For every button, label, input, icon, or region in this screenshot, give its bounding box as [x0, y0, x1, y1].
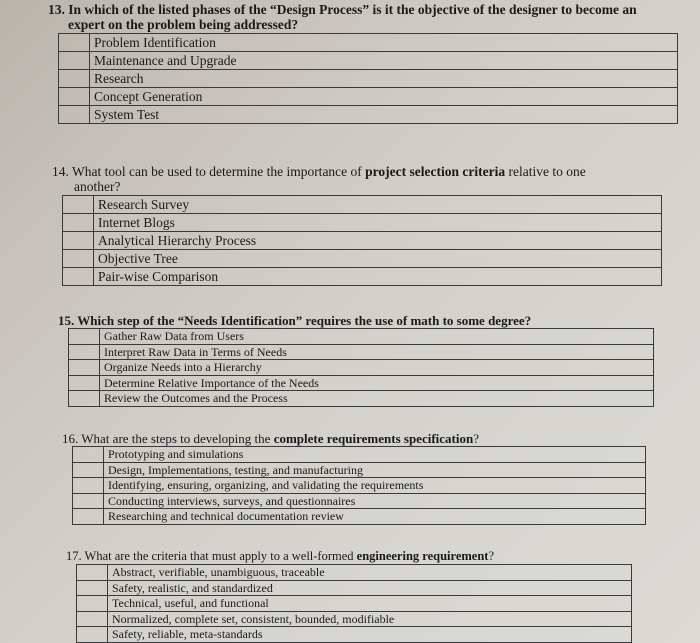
option-label: Design, Implementations, testing, and manufacturing — [104, 462, 646, 478]
question-line: ? — [473, 431, 480, 446]
option-row[interactable] — [77, 580, 632, 596]
question-13 — [48, 2, 700, 124]
option-label: System Test — [90, 106, 678, 124]
option-label: Prototyping and simulations — [104, 447, 646, 463]
option-row[interactable] — [69, 344, 654, 360]
question-line: Which step of the “Needs Identification” requires the use of math to some degree? — [77, 313, 532, 328]
option-label: Determine Relative Importance of the Needs — [100, 375, 654, 391]
question-number: 13. — [48, 2, 65, 17]
question-14-text — [52, 164, 672, 194]
option-row[interactable] — [73, 462, 646, 478]
options-table — [68, 328, 654, 407]
option-row[interactable] — [77, 596, 632, 612]
options-table — [58, 33, 678, 124]
question-14 — [52, 164, 672, 286]
option-row[interactable] — [69, 360, 654, 376]
question-line: What are the criteria that must apply to a well-formed — [84, 549, 357, 563]
option-label: Interpret Raw Data in Terms of Needs — [100, 344, 654, 360]
question-number: 15. — [58, 313, 75, 328]
option-row[interactable] — [59, 106, 678, 124]
question-16-text — [62, 431, 662, 446]
question-emphasis: complete requirements specification — [273, 431, 474, 446]
option-label: Concept Generation — [90, 88, 678, 106]
option-row[interactable] — [77, 627, 632, 643]
option-label: Abstract, verifiable, unambiguous, traceable — [108, 565, 632, 581]
option-label: Safety, reliable, meta-standards — [108, 627, 632, 643]
option-row[interactable] — [73, 478, 646, 494]
option-label: Conducting interviews, surveys, and questionnaires — [104, 493, 646, 509]
question-number: 17. — [66, 549, 82, 563]
option-label: Gather Raw Data from Users — [100, 329, 654, 345]
option-row[interactable] — [63, 250, 662, 268]
option-row[interactable] — [77, 565, 632, 581]
question-17 — [66, 549, 666, 643]
option-label: Objective Tree — [94, 250, 662, 268]
option-row[interactable] — [73, 447, 646, 463]
question-emphasis: engineering requirement — [356, 549, 489, 563]
question-line: ? — [488, 549, 495, 563]
option-row[interactable] — [59, 88, 678, 106]
question-15 — [58, 313, 658, 407]
option-label: Organize Needs into a Hierarchy — [100, 360, 654, 376]
option-row[interactable] — [69, 375, 654, 391]
option-label: Identifying, ensuring, organizing, and validating the requirements — [104, 478, 646, 494]
option-label: Problem Identification — [90, 34, 678, 52]
option-label: Research — [90, 70, 678, 88]
option-row[interactable] — [69, 391, 654, 407]
option-label: Maintenance and Upgrade — [90, 52, 678, 70]
option-row[interactable] — [59, 34, 678, 52]
question-16 — [62, 431, 662, 525]
question-emphasis: project selection criteria — [365, 164, 506, 179]
option-label: Normalized, complete set, consistent, bounded, modifiable — [108, 611, 632, 627]
option-row[interactable] — [63, 268, 662, 286]
option-label: Technical, useful, and functional — [108, 596, 632, 612]
question-13-text — [48, 2, 700, 32]
question-number: 14. — [52, 164, 69, 179]
question-number: 16. — [62, 431, 79, 446]
option-row[interactable] — [63, 196, 662, 214]
option-row[interactable] — [77, 611, 632, 627]
question-line: In which of the listed phases of the “Design Process” is it the objective of the designer to become an — [68, 2, 637, 17]
options-table — [62, 195, 662, 286]
question-line: expert on the problem being addressed? — [68, 17, 299, 32]
option-row[interactable] — [69, 329, 654, 345]
option-label: Review the Outcomes and the Process — [100, 391, 654, 407]
option-label: Internet Blogs — [94, 214, 662, 232]
option-row[interactable] — [73, 509, 646, 525]
question-line: relative to one — [505, 164, 586, 179]
question-17-text — [66, 549, 666, 564]
option-row[interactable] — [63, 232, 662, 250]
option-label: Pair-wise Comparison — [94, 268, 662, 286]
options-table — [76, 564, 632, 643]
options-table — [72, 446, 646, 525]
option-row[interactable] — [59, 70, 678, 88]
question-line: What tool can be used to determine the importance of — [72, 164, 366, 179]
option-label: Safety, realistic, and standardized — [108, 580, 632, 596]
option-label: Researching and technical documentation review — [104, 509, 646, 525]
option-row[interactable] — [59, 52, 678, 70]
question-line: What are the steps to developing the — [81, 431, 274, 446]
option-label: Analytical Hierarchy Process — [94, 232, 662, 250]
question-line: another? — [74, 179, 121, 194]
option-row[interactable] — [63, 214, 662, 232]
option-label: Research Survey — [94, 196, 662, 214]
option-row[interactable] — [73, 493, 646, 509]
question-15-text — [58, 313, 658, 328]
